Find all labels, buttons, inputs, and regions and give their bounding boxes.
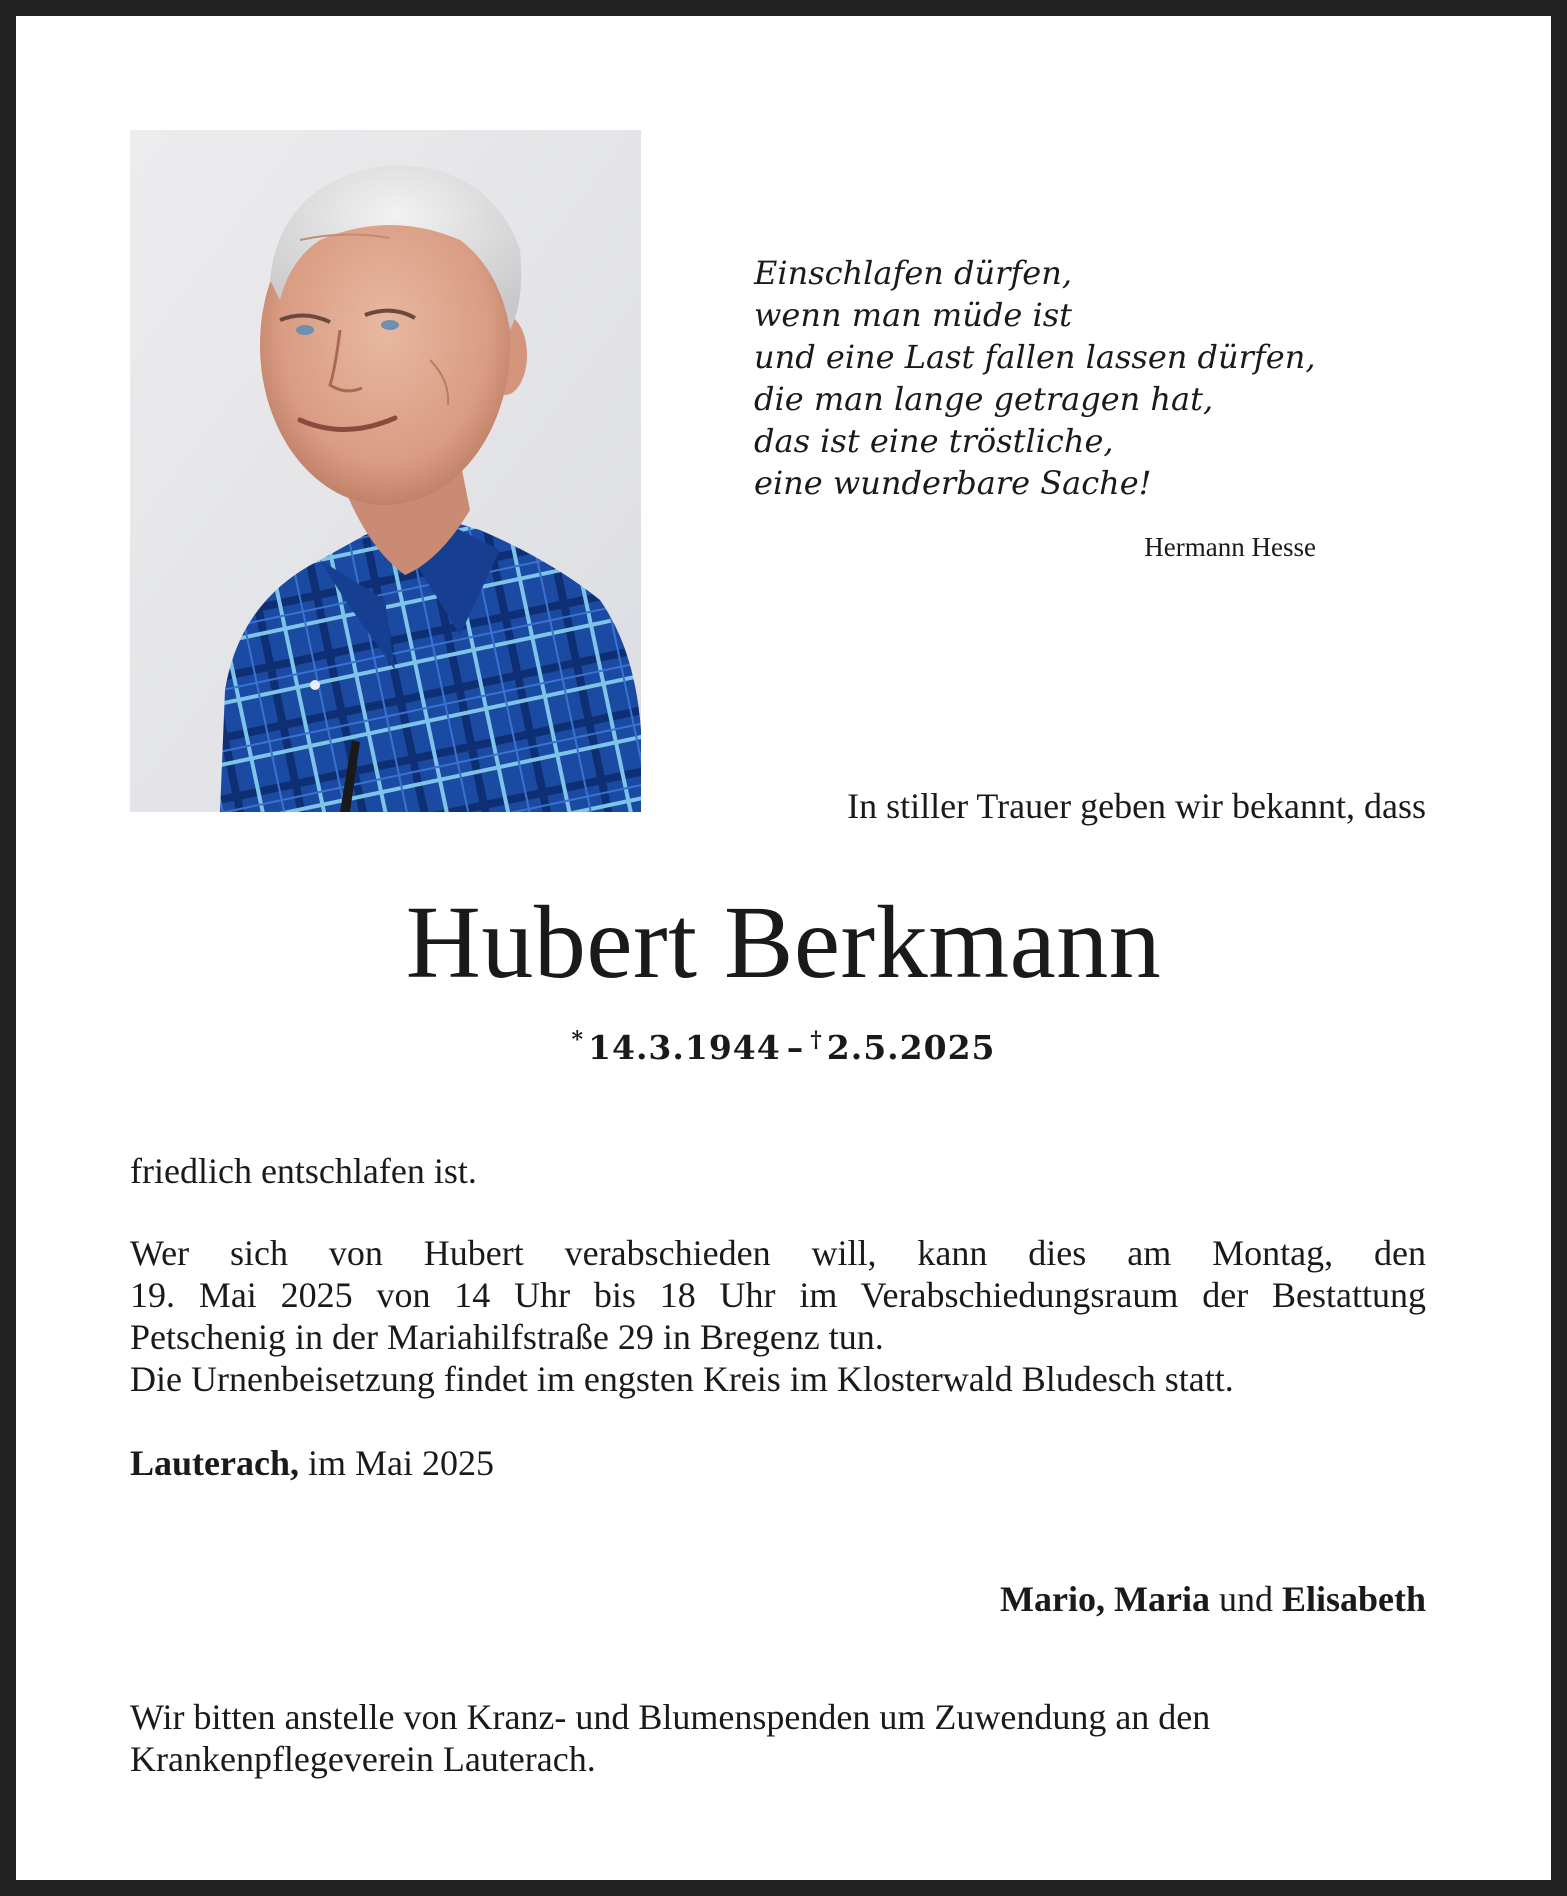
poem-line: wenn man müde ist bbox=[754, 296, 1072, 334]
death-symbol: † bbox=[810, 1027, 823, 1053]
place-town: Lauterach, bbox=[130, 1443, 299, 1483]
farewell-paragraph bbox=[130, 1232, 1426, 1400]
burial-line: Die Urnenbeisetzung findet im engsten Kreis im Klosterwald Bludesch statt. bbox=[130, 1359, 1234, 1399]
portrait-photo bbox=[130, 130, 641, 812]
birth-symbol: * bbox=[571, 1027, 585, 1053]
quote-author: Hermann Hesse bbox=[1144, 532, 1316, 562]
passing-statement: friedlich entschlafen ist. bbox=[130, 1151, 477, 1191]
place-date-line bbox=[130, 1442, 1426, 1484]
farewell-line: Wer sich von Hubert verabschieden will, kann dies am Montag, den bbox=[130, 1233, 1426, 1273]
place-date: im Mai 2025 bbox=[298, 1443, 494, 1483]
death-date: 2.5.2025 bbox=[826, 1028, 996, 1067]
poem-line: und eine Last fallen lassen dürfen, bbox=[754, 338, 1316, 376]
signatory-first: Mario, Maria bbox=[1000, 1579, 1210, 1619]
farewell-line: 19. Mai 2025 von 14 Uhr bis 18 Uhr im Verabschiedungsraum der Bestattung bbox=[130, 1275, 1426, 1315]
obituary-card bbox=[16, 16, 1551, 1880]
signatory-last: Elisabeth bbox=[1281, 1579, 1426, 1619]
poem-line: eine wunderbare Sache! bbox=[754, 464, 1152, 502]
poem-line: das ist eine tröstliche, bbox=[754, 422, 1114, 460]
donation-line: Wir bitten anstelle von Kranz- und Blumenspenden um Zuwendung an den bbox=[130, 1697, 1211, 1737]
signatory-joiner: und bbox=[1209, 1579, 1282, 1619]
deceased-name: Hubert Berkmann bbox=[405, 885, 1162, 1000]
farewell-line: Petschenig in der Mariahilfstraße 29 in Bregenz tun. bbox=[130, 1317, 884, 1357]
poem-line: Einschlafen dürfen, bbox=[754, 254, 1072, 292]
date-separator: – bbox=[786, 1028, 805, 1067]
announcement-intro: In stiller Trauer geben wir bekannt, dass bbox=[847, 786, 1426, 826]
poem-line: die man lange getragen hat, bbox=[754, 380, 1214, 418]
birth-date: 14.3.1944 bbox=[588, 1028, 781, 1067]
life-dates bbox=[16, 1020, 1551, 1068]
donation-request bbox=[130, 1696, 1426, 1780]
donation-line: Krankenpflegeverein Lauterach. bbox=[130, 1739, 596, 1779]
poem-quote bbox=[754, 252, 1374, 504]
signatories bbox=[130, 1578, 1426, 1620]
